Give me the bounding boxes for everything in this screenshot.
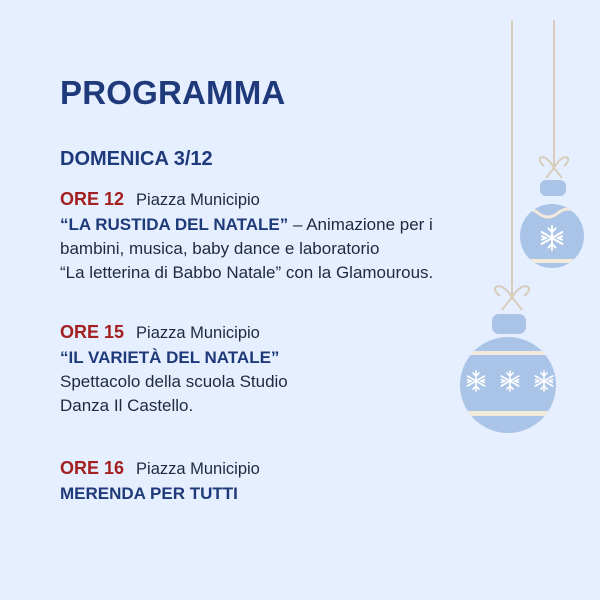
event-time: ORE 15 — [60, 322, 125, 342]
event-place: Piazza Municipio — [136, 191, 260, 209]
event-description-line: Spettacolo della scuola Studio — [60, 372, 288, 391]
event-place: Piazza Municipio — [136, 324, 260, 342]
event-place: Piazza Municipio — [136, 460, 260, 478]
event-time: ORE 16 — [60, 458, 125, 478]
event-time: ORE 12 — [60, 189, 125, 209]
event-headline: “LA RUSTIDA DEL NATALE” — [60, 215, 289, 234]
event-headline: MERENDA PER TUTTI — [60, 484, 238, 503]
event-description-line: bambini, musica, baby dance e laboratorio — [60, 239, 380, 258]
ornament-small-icon — [516, 157, 598, 268]
event-description-line: Danza Il Castello. — [60, 396, 194, 415]
ornament-large-icon — [458, 286, 558, 433]
event-headline: “IL VARIETÀ DEL NATALE” — [60, 348, 280, 367]
event-description-text: – Animazione per i — [288, 215, 433, 234]
christmas-ornaments — [440, 0, 600, 480]
event-description-line: “La letterina di Babbo Natale” con la Glamourous. — [60, 263, 434, 282]
event-date: DOMENICA 3/12 — [60, 148, 213, 170]
page-title: PROGRAMMA — [60, 74, 286, 111]
